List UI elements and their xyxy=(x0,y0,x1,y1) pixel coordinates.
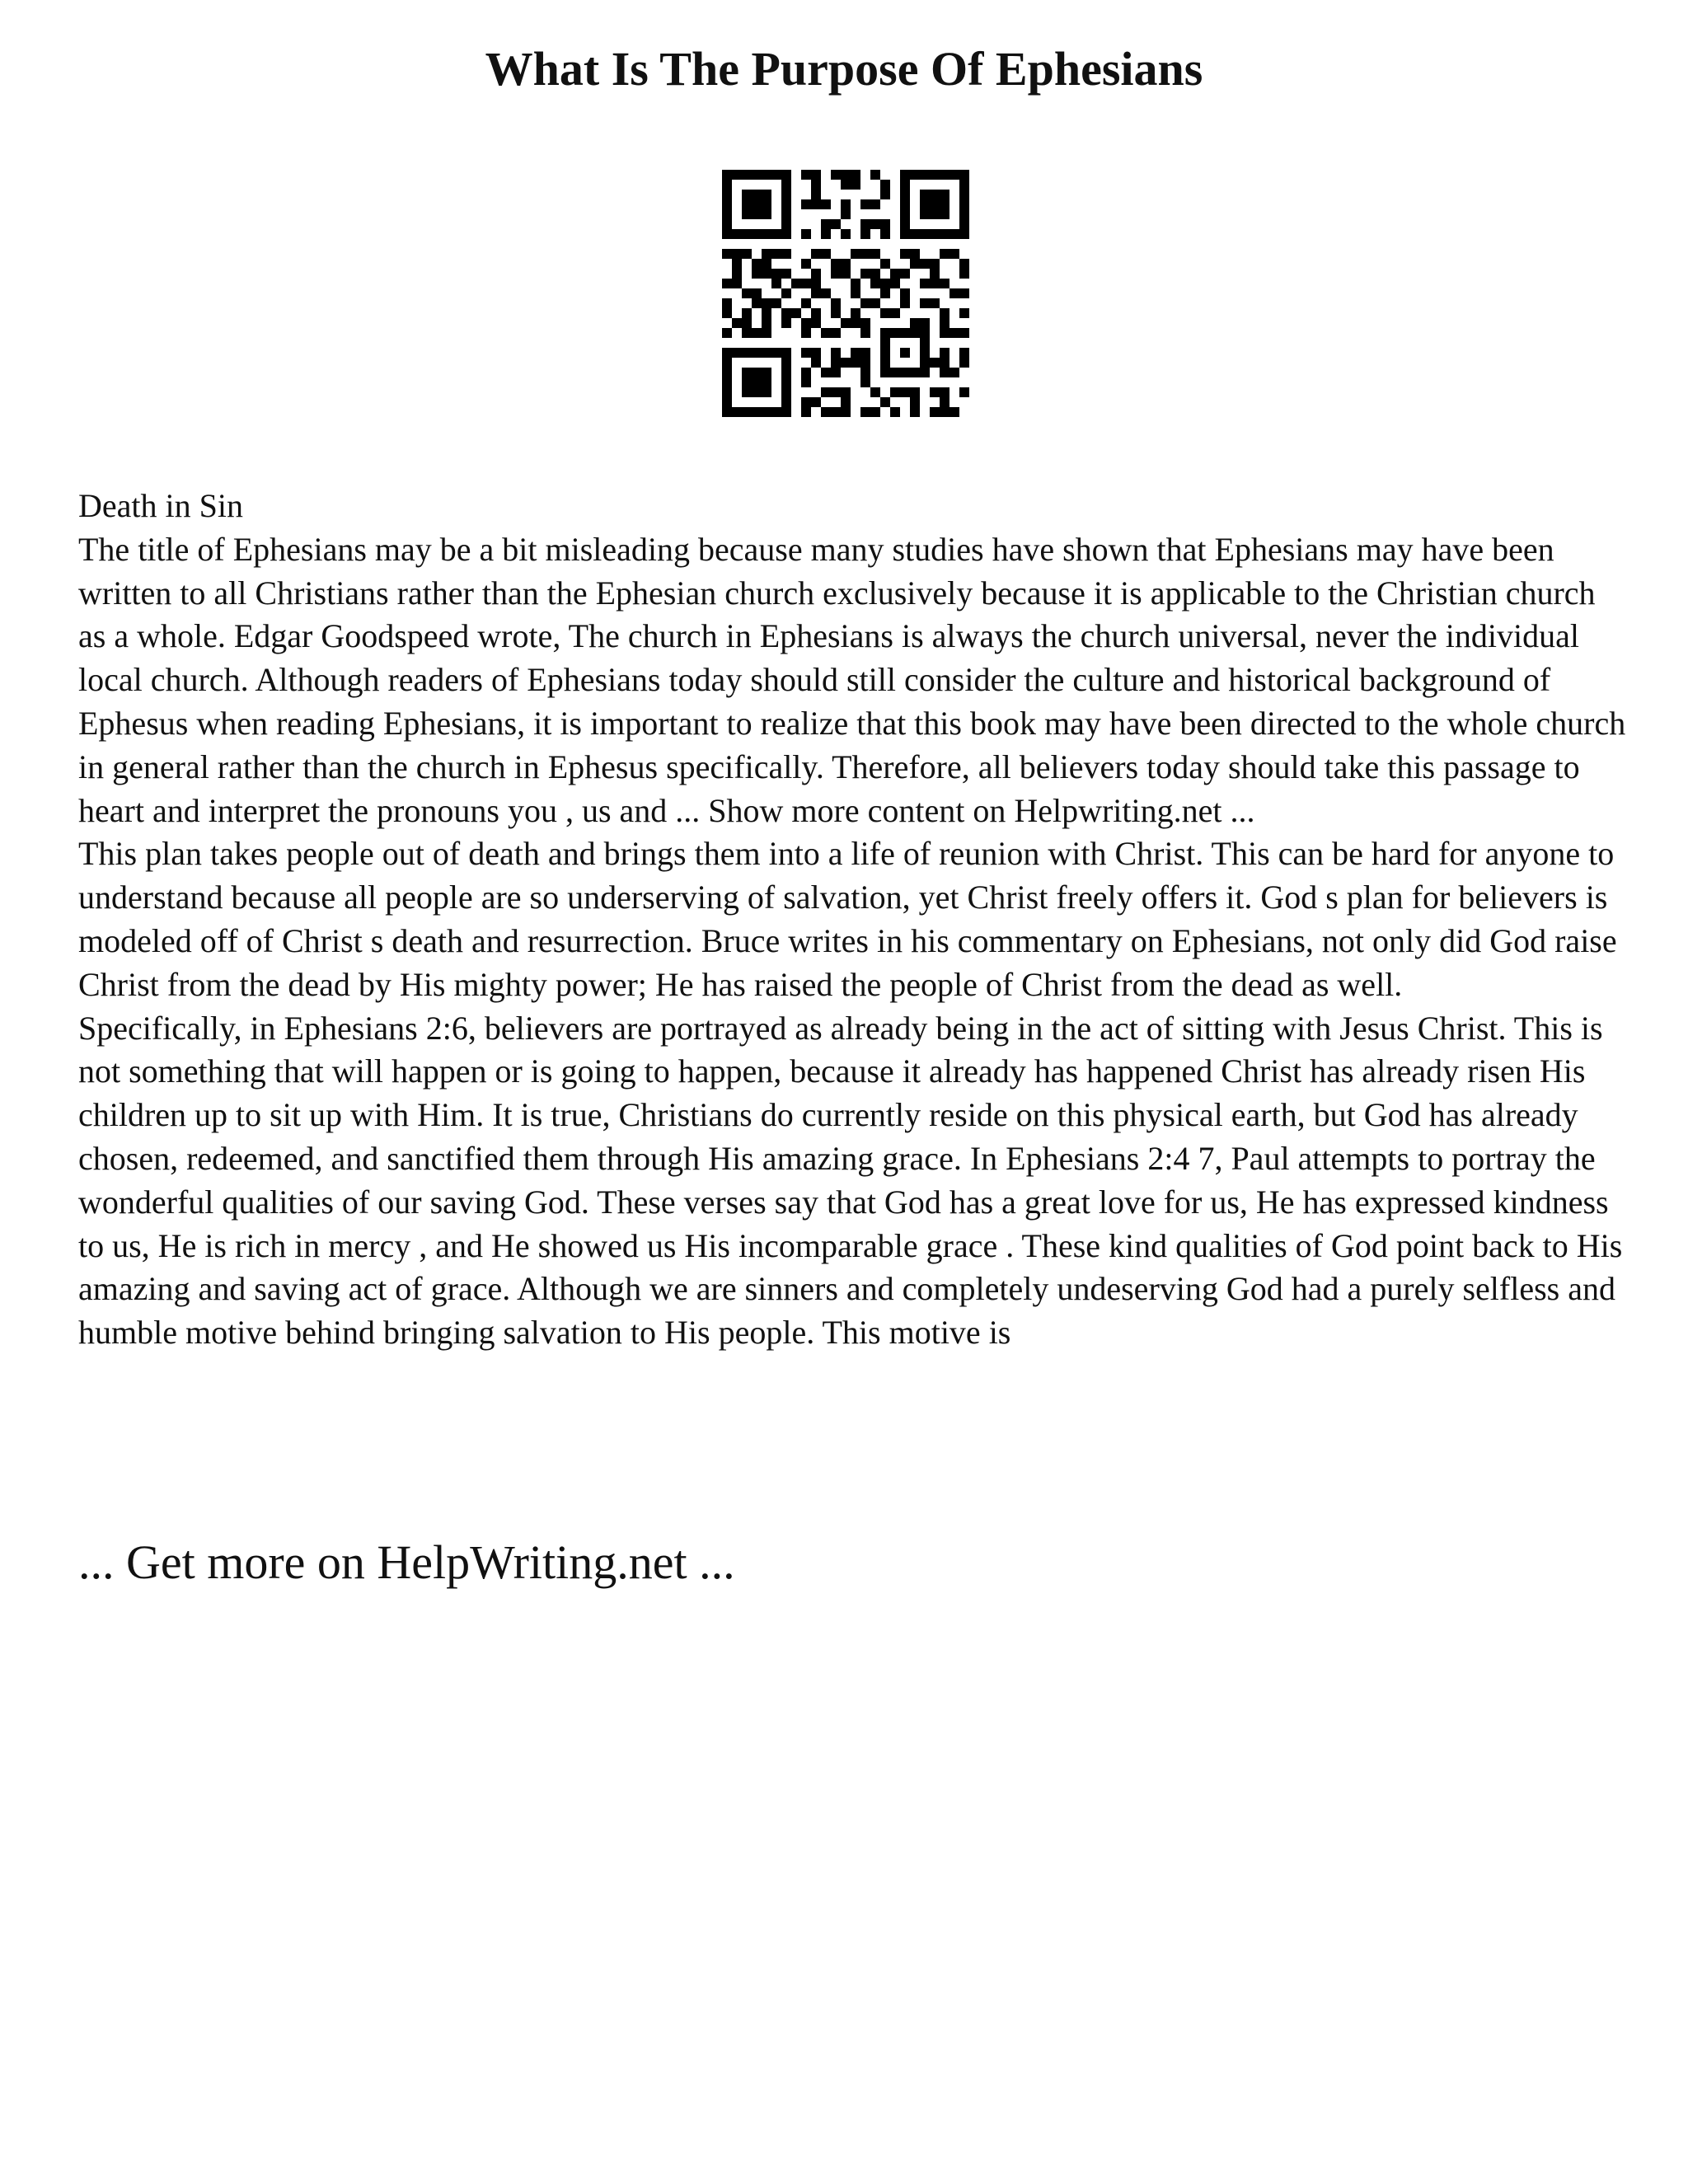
section-heading: Death in Sin xyxy=(78,487,243,524)
paragraph-2: This plan takes people out of death and brings them into a life of reunion with Christ. This can be hard for anyone to understand because all people are so underserving of salvation, yet Christ freely offers it. God s plan for believers is modeled off of Christ s death and resurrection. Bruce writes in his commentary on Ephesians, not only did God raise Christ from the dead by His mighty power; He has raised the people of Christ from the dead as well. xyxy=(78,835,1617,1003)
paragraph-3: Specifically, in Ephesians 2:6, believers are portrayed as already being in the act of sitting with Jesus Christ. This is not something that will happen or is going to happen, because it already has happened Christ has already risen His children up to sit up with Him. It is true, Christians do currently reside on this physical earth, but God has already chosen, redeemed, and sanctified them through His amazing grace. In Ephesians 2:4 7, Paul attempts to portray the wonderful qualities of our saving God. These verses say that God has a great love for us, He has expressed kindness to us, He is rich in mercy , and He showed us His incomparable grace . These kind qualities of God point back to His amazing and saving act of grace. Although we are sinners and completely undeserving God had a purely selfless and humble motive behind bringing salvation to His people. This motive is xyxy=(78,1009,1623,1352)
paragraph-1: The title of Ephesians may be a bit misleading because many studies have shown that Ephesians may have been written to all Christians rather than the Ephesian church exclusively because it is applicable to the Christian church as a whole. Edgar Goodspeed wrote, The church in Ephesians is always the church universal, never the individual local church. Although readers of Ephesians today should still consider the culture and historical background of Ephesus when reading Ephesians, it is important to realize that this book may have been directed to the whole church in general rather than the church in Ephesus specifically. Therefore, all believers today should take this passage to heart and interpret the pronouns you , us and ... Show more content on Helpwriting.net ... xyxy=(78,530,1626,829)
article-body xyxy=(78,485,1628,1355)
page-title: What Is The Purpose Of Ephesians xyxy=(485,42,1203,96)
qr-code-icon xyxy=(722,170,969,417)
get-more-link[interactable]: ... Get more on HelpWriting.net ... xyxy=(78,1535,735,1589)
